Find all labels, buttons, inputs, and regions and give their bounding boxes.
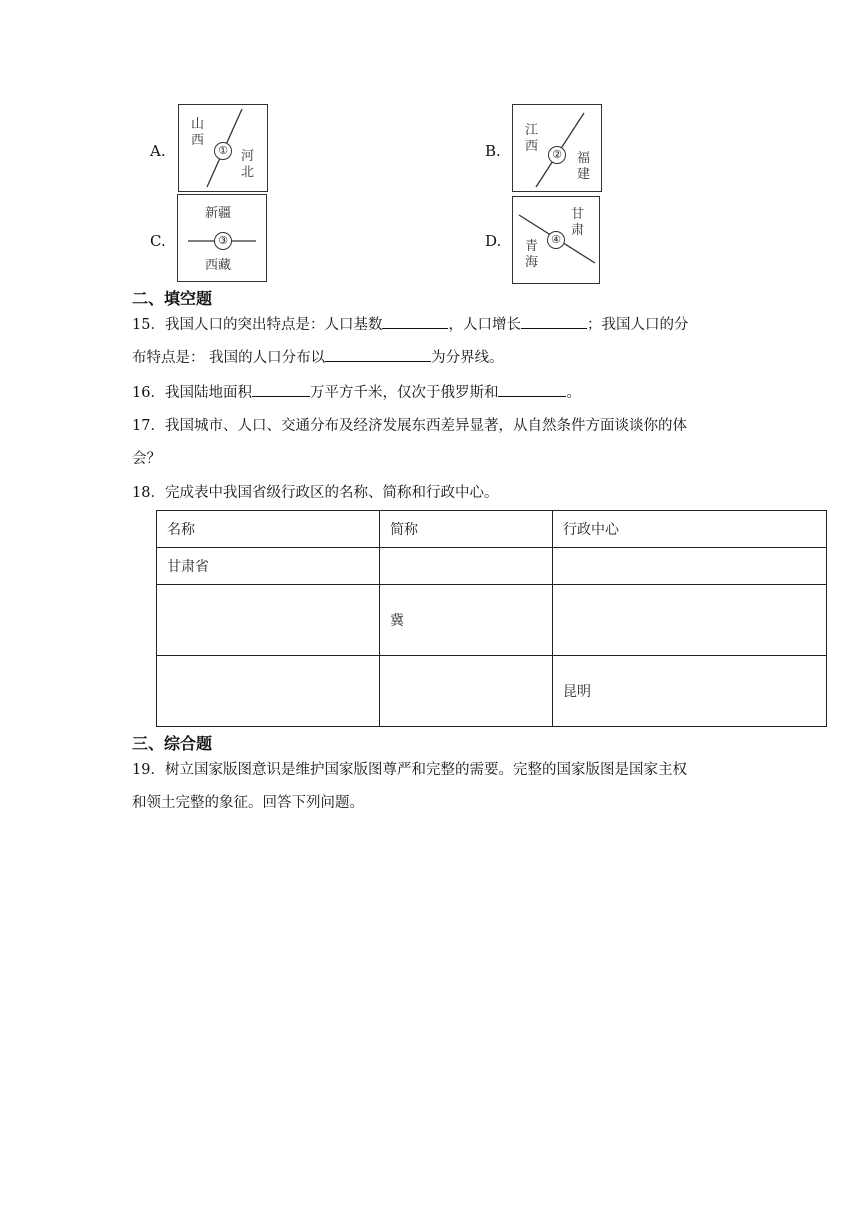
question-18: 18．完成表中我国省级行政区的名称、简称和行政中心。: [132, 485, 499, 501]
table-cell[interactable]: [380, 656, 553, 727]
option-b-map: [512, 104, 602, 192]
header-cell-abbr: 简称: [380, 511, 553, 548]
table-cell[interactable]: [157, 585, 380, 656]
province-top: 新疆: [205, 206, 232, 221]
option-a-map: [178, 104, 268, 192]
boundary-marker: ①: [214, 142, 232, 160]
table-row: [157, 656, 827, 727]
table-cell[interactable]: [380, 548, 553, 585]
header-cell-capital: 行政中心: [553, 511, 827, 548]
boundary-marker: ③: [214, 232, 232, 250]
option-b-label: B.: [485, 142, 501, 160]
boundary-marker: ②: [548, 146, 566, 164]
province-bottom: 西藏: [205, 258, 232, 273]
question-19-line1: 19．树立国家版图意识是维护国家版图尊严和完整的需要。完整的国家版图是国家主权: [132, 762, 687, 778]
boundary-marker: ④: [547, 231, 565, 249]
table-cell[interactable]: [553, 548, 827, 585]
table-cell[interactable]: [157, 656, 380, 727]
section-heading-comprehensive: 三、综合题: [132, 734, 213, 753]
answer-blank[interactable]: [252, 382, 310, 397]
table-row: [157, 585, 827, 656]
option-d-map: [512, 196, 600, 284]
answer-blank[interactable]: [382, 314, 448, 329]
question-15-line1: 15．我国人口的突出特点是：人口基数 ，人口增长 ；我国人口的分: [132, 314, 688, 335]
province-table: [156, 510, 827, 727]
table-cell: 冀: [380, 585, 553, 656]
province-left: 青海: [525, 239, 539, 270]
answer-blank[interactable]: [498, 382, 566, 397]
question-17-line2: 会？: [132, 451, 161, 467]
answer-blank[interactable]: [325, 347, 431, 362]
option-c-map: [177, 194, 267, 282]
question-17-line1: 17．我国城市、人口、交通分布及经济发展东西差异显著，从自然条件方面谈谈你的体: [132, 418, 687, 434]
header-cell-name: 名称: [157, 511, 380, 548]
province-right: 福建: [577, 151, 591, 182]
province-left: 山西: [191, 117, 205, 148]
province-right: 河北: [241, 149, 255, 180]
table-row: [157, 548, 827, 585]
table-cell[interactable]: [553, 585, 827, 656]
option-d-label: D.: [485, 232, 502, 250]
province-left: 江西: [525, 123, 539, 154]
question-19-line2: 和领土完整的象征。回答下列问题。: [132, 795, 364, 811]
question-15-line2: 布特点是： 我国的人口分布以 为分界线。: [132, 347, 504, 368]
section-heading-fill-blank: 二、填空题: [132, 289, 213, 308]
answer-blank[interactable]: [521, 314, 587, 329]
option-c-label: C.: [150, 232, 166, 250]
table-cell: 昆明: [553, 656, 827, 727]
table-header-row: [157, 511, 827, 548]
question-16: 16．我国陆地面积 万平方千米，仅次于俄罗斯和 。: [132, 382, 581, 403]
table-cell: 甘肃省: [157, 548, 380, 585]
province-right: 甘肃: [571, 207, 585, 238]
option-a-label: A.: [150, 142, 166, 160]
